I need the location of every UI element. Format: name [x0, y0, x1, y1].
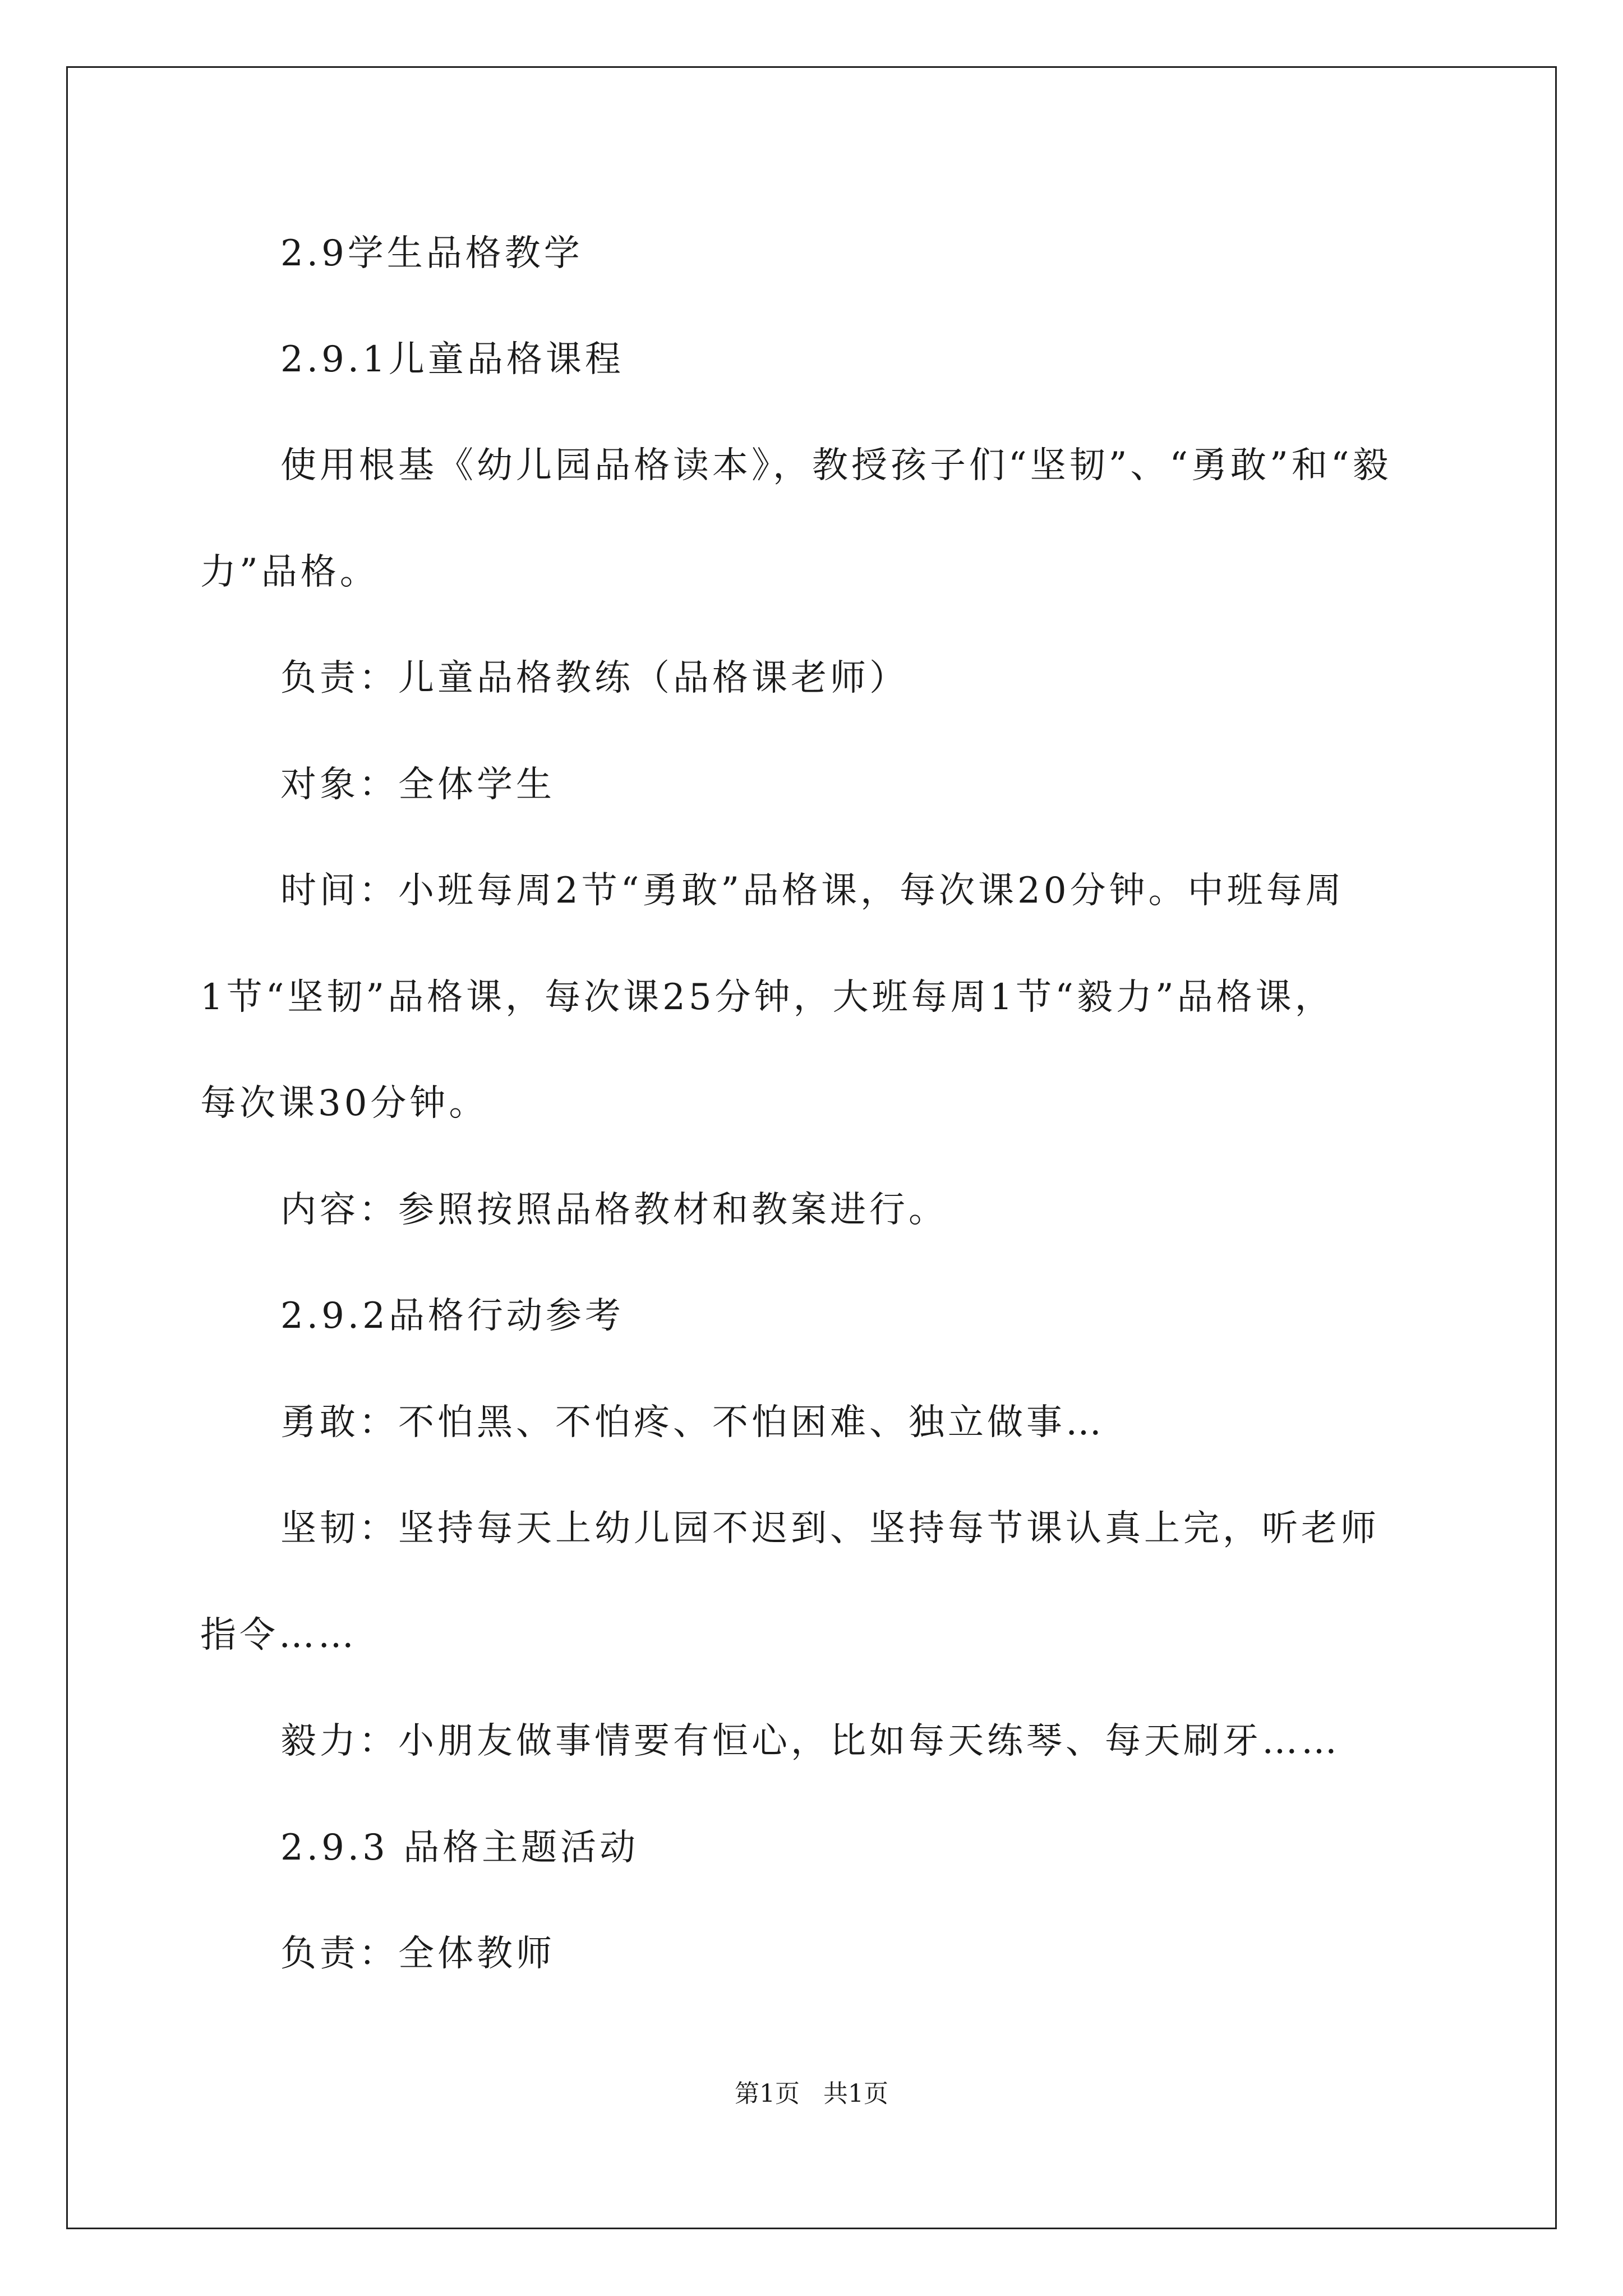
paragraph-line: 坚韧：坚持每天上幼儿园不迟到、坚持每节课认真上完，听老师	[280, 1508, 1380, 1549]
paragraph-line: 负责：全体教师	[280, 1933, 555, 1975]
section-heading-2-9: 2.9学生品格教学	[280, 233, 583, 274]
paragraph-line: 内容：参照按照品格教材和教案进行。	[280, 1189, 948, 1231]
paragraph-line: 指令……	[200, 1614, 357, 1656]
paragraph-line: 每次课30分钟。	[200, 1083, 488, 1124]
paragraph-line: 毅力：小朋友做事情要有恒心，比如每天练琴、每天刷牙……	[280, 1720, 1340, 1762]
paragraph-line: 对象：全体学生	[280, 764, 555, 806]
subsection-heading-2-9-1: 2.9.1儿童品格课程	[280, 339, 624, 380]
page-border	[66, 66, 1557, 2229]
paragraph-line: 负责：儿童品格教练（品格课老师）	[280, 657, 909, 699]
page-footer: 第1页 共1页	[735, 2079, 888, 2108]
paragraph-line: 时间：小班每周2节“勇敢”品格课，每次课20分钟。中班每周	[280, 870, 1345, 912]
paragraph-line: 勇敢：不怕黑、不怕疼、不怕困难、独立做事…	[280, 1402, 1105, 1443]
subsection-heading-2-9-3: 2.9.3 品格主题活动	[280, 1827, 639, 1869]
subsection-heading-2-9-2: 2.9.2品格行动参考	[280, 1295, 624, 1337]
paragraph-line: 使用根基《幼儿园品格读本》，教授孩子们“坚韧”、“勇敢”和“毅	[280, 445, 1392, 486]
paragraph-line: 1节“坚韧”品格课，每次课25分钟，大班每周1节“毅力”品格课，	[200, 977, 1334, 1018]
paragraph-line: 力”品格。	[200, 551, 379, 593]
